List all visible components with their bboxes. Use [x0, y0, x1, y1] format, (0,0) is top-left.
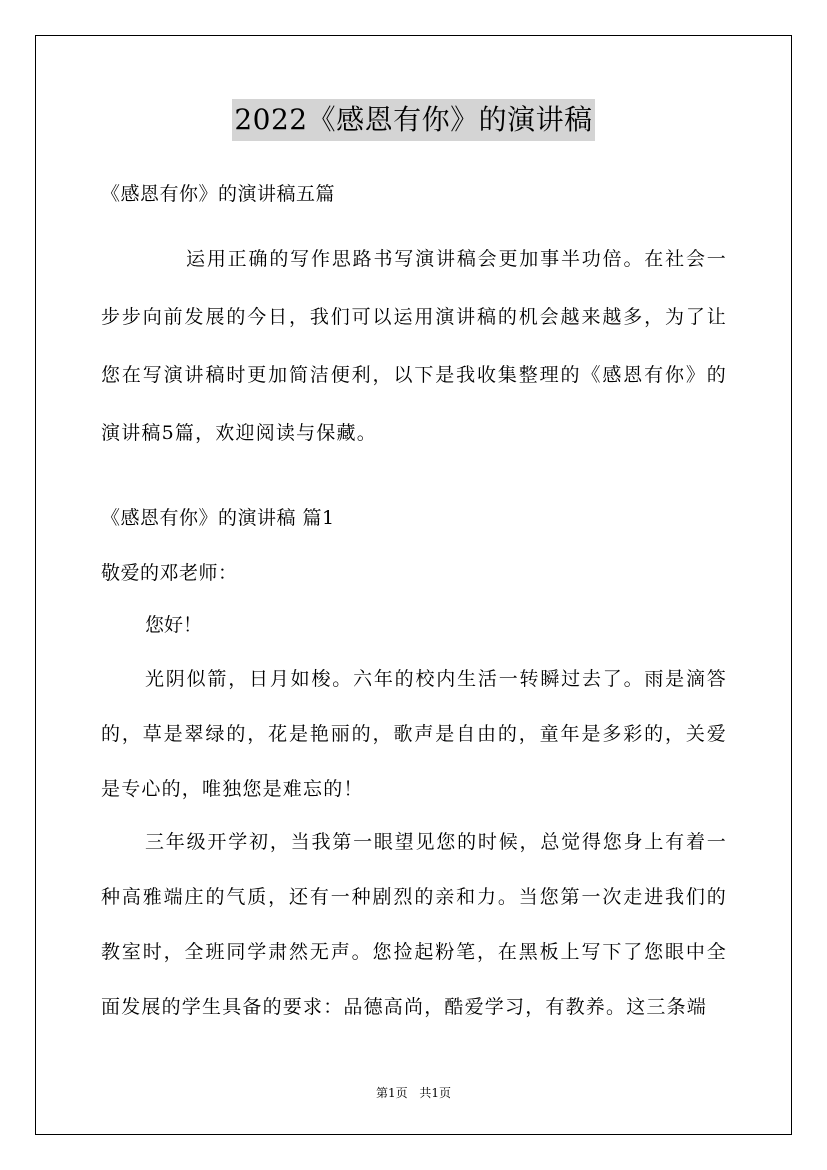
section-heading: 《感恩有你》的演讲稿 篇1 [101, 507, 335, 529]
page-footer [0, 1084, 827, 1102]
greeting: 您好！ [145, 614, 203, 636]
salutation: 敬爱的邓老师： [101, 562, 238, 584]
body-paragraph-1: 光阴似箭，日月如梭。六年的校内生活一转瞬过去了。雨是滴答的，草是翠绿的，花是艳丽的，歌声是自由的，童年是多彩的，关爱是专心的，唯独您是难忘的！ [101, 668, 727, 800]
document-title: 2022《感恩有你》的演讲稿 [232, 99, 594, 141]
body-paragraph-2: 三年级开学初，当我第一眼望见您的时候，总觉得您身上有着一种高雅端庄的气质，还有一种剧烈的亲和力。当您第一次走进我们的教室时，全班同学肃然无声。您捡起粉笔，在黑板上写下了您眼中全面发展的学生具备的要求：品德高尚，酷爱学习，有教养。这三条端 [101, 831, 727, 1018]
document-subtitle: 《感恩有你》的演讲稿五篇 [101, 183, 336, 205]
page-total: 共1页 [419, 1086, 452, 1100]
title-container [0, 99, 827, 141]
page-number: 第1页 [375, 1086, 408, 1100]
intro-paragraph: 运用正确的写作思路书写演讲稿会更加事半功倍。在社会一步步向前发展的今日，我们可以运用演讲稿的机会越来越多，为了让您在写演讲稿时更加简洁便利，以下是我收集整理的《感恩有你》的演讲稿5篇，欢迎阅读与保藏。 [101, 248, 727, 444]
